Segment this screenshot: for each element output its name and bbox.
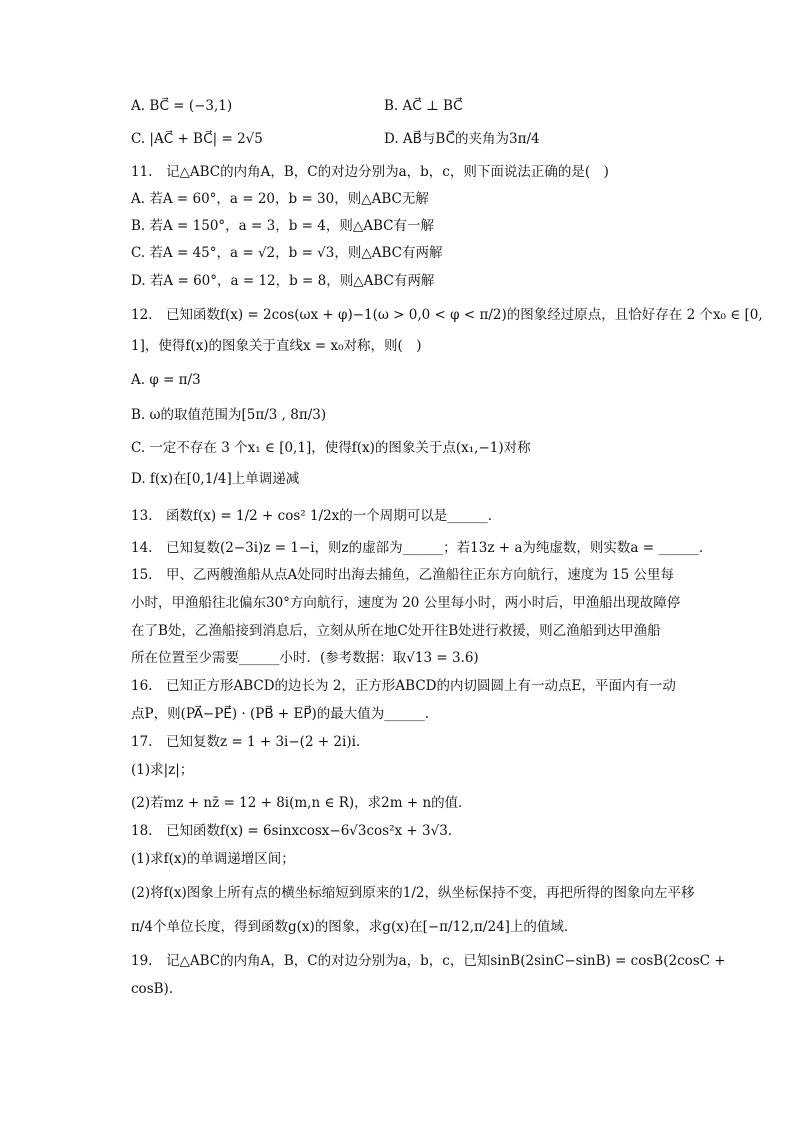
q10-option-c: C. |AC⃗ + BC⃗| = 2√5 [131, 131, 263, 147]
q12-stem-1: 12. 已知函数f(x) = 2cos(ωx + φ)−1(ω > 0,0 < φ < π/2)的图象经过原点，且恰好存在 2 个x₀ ∈ [0, [131, 307, 763, 323]
q10-option-d: D. AB⃗与BC⃗的夹角为3π/4 [384, 131, 540, 147]
q16-line-2: 点P，则(PA⃗−PE⃗) · (PB⃗ + EP⃗)的最大值为______. [131, 706, 430, 722]
q18-stem: 18. 已知函数f(x) = 6sinxcosx−6√3cos²x + 3√3. [131, 823, 453, 839]
q15-line-4: 所在位置至少需要______小时．(参考数据：取√13 = 3.6) [131, 650, 479, 666]
q16-line-1: 16. 已知正方形ABCD的边长为 2，正方形ABCD的内切圆圆上有一动点E，平面内有一动 [131, 678, 676, 694]
q15-line-1: 15. 甲、乙两艘渔船从点A处同时出海去捕鱼，乙渔船往正东方向航行，速度为 15 公里每 [131, 567, 674, 583]
q11-option-c: C. 若A = 45°，a = √2，b = √3，则△ABC有两解 [131, 245, 443, 261]
q13: 13. 函数f(x) = 1/2 + cos² 1/2x的一个周期可以是______. [131, 508, 493, 524]
q12-option-b: B. ω的取值范围为[5π/3 , 8π/3) [131, 407, 327, 423]
q10-option-a: A. BC⃗ = (−3,1) [131, 98, 233, 114]
q18-part-2: (2)将f(x)图象上所有点的横坐标缩短到原来的1/2，纵坐标保持不变，再把所得的图象向左平移 [131, 885, 695, 901]
q11-stem: 11. 记△ABC的内角A，B，C的对边分别为a，b，c，则下面说法正确的是( ) [131, 164, 609, 180]
q17-part-2: (2)若mz + nz̄ = 12 + 8i(m,n ∈ R)，求2m + n的值． [131, 795, 472, 811]
q18-part-2-cont: π/4个单位长度，得到函数g(x)的图象，求g(x)在[−π/12,π/24]上的值域． [131, 919, 578, 935]
q12-option-a: A. φ = π/3 [131, 372, 201, 388]
q10-option-b: B. AC⃗ ⊥ BC⃗ [384, 98, 463, 114]
q15-line-2: 小时，甲渔船往北偏东30°方向航行，速度为 20 公里每小时，两小时后，甲渔船出现故障停 [131, 595, 681, 611]
q12-option-d: D. f(x)在[0,1/4]上单调递减 [131, 471, 300, 487]
q12-option-c: C. 一定不存在 3 个x₁ ∈ [0,1]，使得f(x)的图象关于点(x₁,−1)对称 [131, 440, 531, 456]
q19-line-2: cosB). [131, 981, 174, 997]
q19-line-1: 19. 记△ABC的内角A，B，C的对边分别为a，b，c，已知sinB(2sinC−sinB) = cosB(2cosC + [131, 953, 726, 969]
q17-stem: 17. 已知复数z = 1 + 3i−(2 + 2i)i. [131, 734, 361, 750]
q18-part-1: (1)求f(x)的单调递增区间； [131, 851, 295, 867]
q11-option-b: B. 若A = 150°，a = 3，b = 4，则△ABC有一解 [131, 218, 434, 234]
q12-stem-2: 1]，使得f(x)的图象关于直线x = x₀对称，则( ) [131, 338, 422, 354]
q11-option-d: D. 若A = 60°，a = 12，b = 8，则△ABC有两解 [131, 273, 435, 289]
q17-part-1: (1)求|z|； [131, 762, 194, 778]
q11-option-a: A. 若A = 60°，a = 20，b = 30，则△ABC无解 [131, 191, 429, 207]
q15-line-3: 在了B处，乙渔船接到消息后，立刻从所在地C处开往B处进行救援，则乙渔船到达甲渔船 [131, 623, 661, 639]
q14: 14. 已知复数(2−3i)z = 1−i，则z的虚部为______；若13z + a为纯虚数，则实数a = ______. [131, 540, 704, 556]
